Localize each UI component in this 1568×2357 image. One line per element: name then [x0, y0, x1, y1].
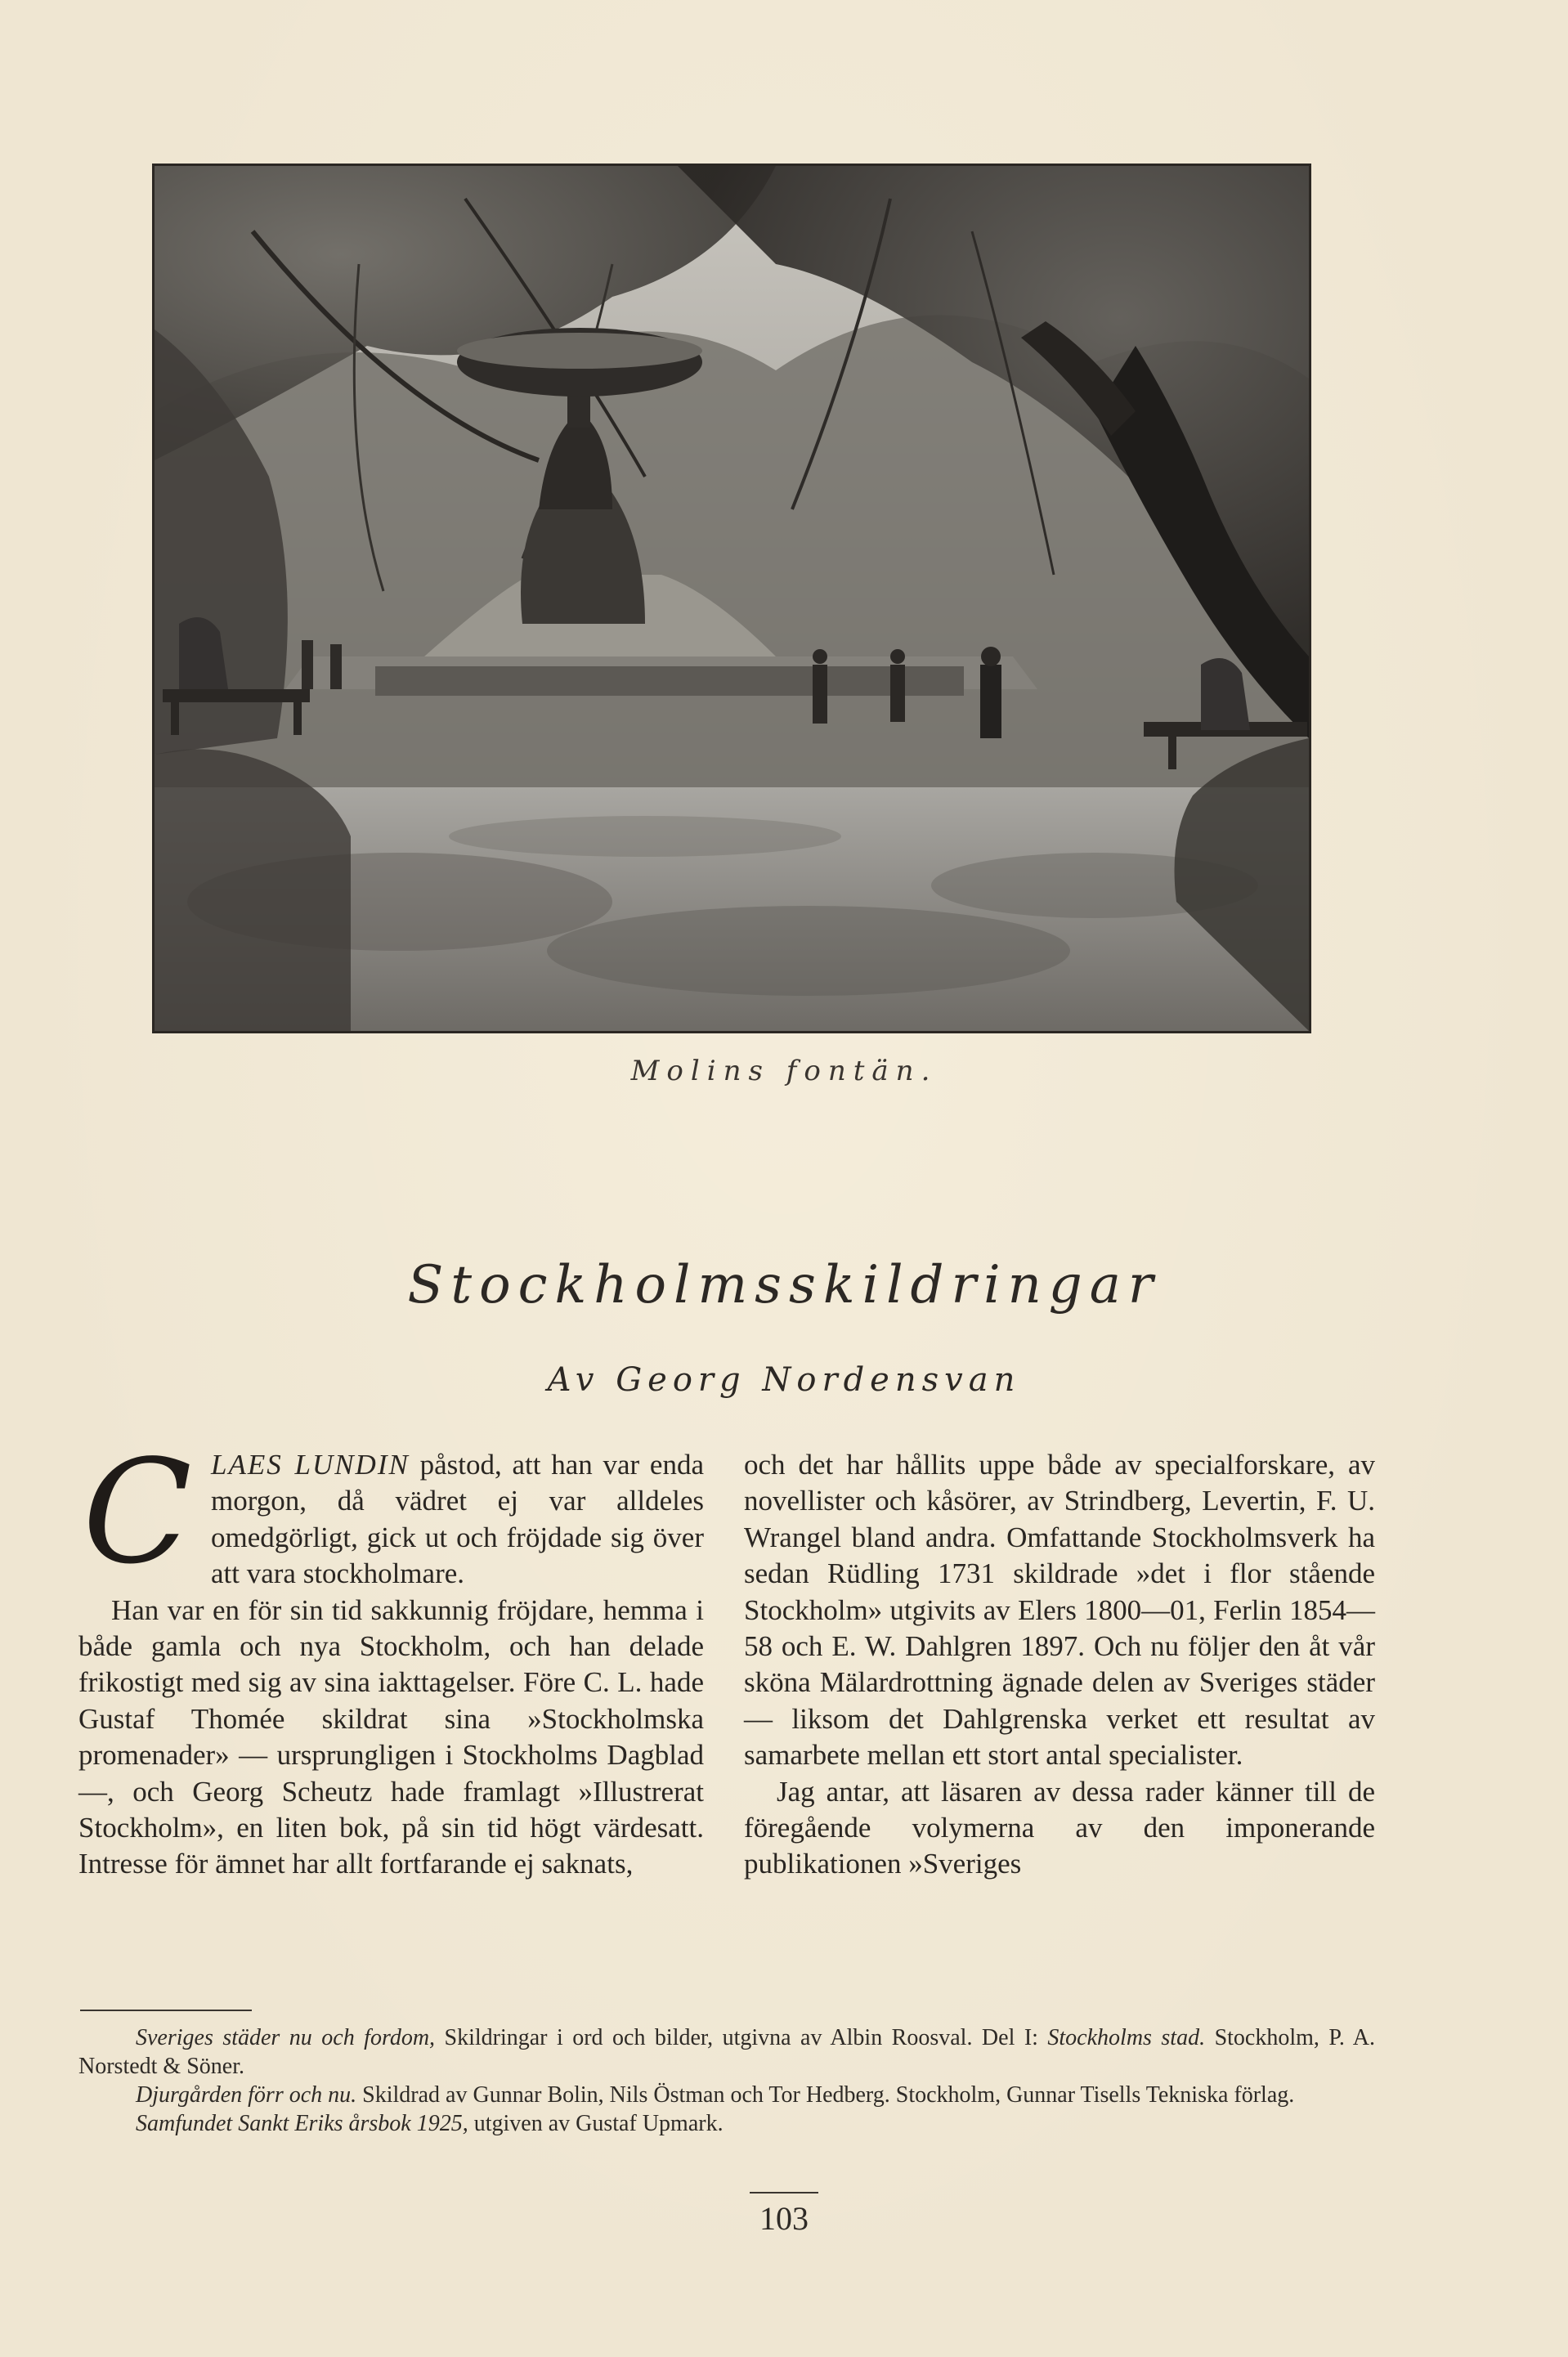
opening-paragraph	[78, 1430, 704, 1596]
opening-text: påstod, att han var enda morgon, då vädret ej var alldeles omedgörligt, gick ut och fröjdade sig över att vara stockholmare.	[211, 1449, 704, 1590]
fountain-photograph	[152, 164, 1311, 1033]
footnote-3	[78, 2109, 1375, 2138]
footnote-3-title: Samfundet Sankt Eriks årsbok 1925,	[136, 2111, 468, 2136]
footnote-1-text: Skildringar i ord och bilder, utgivna av Albin Roosval. Del I:	[435, 2025, 1048, 2050]
page-number	[0, 2199, 1568, 2238]
footnote-2-title: Djurgården förr och nu.	[136, 2082, 357, 2108]
right-column	[744, 1447, 1375, 1883]
footnote-1-volume: Stockholms stad.	[1047, 2025, 1206, 2050]
footnote-3-text: utgiven av Gustaf Upmark.	[468, 2111, 724, 2136]
left-column	[78, 1430, 704, 1883]
footnote-2	[78, 2081, 1375, 2109]
continued-paragraph: och det har hållits uppe både av specialforskare, av novellister och kåsörer, av Strindberg, Levertin, F. U. Wrangel bland andra. Omfattande Stockholmsverk ha sedan Rüdling 1731 skildrade »det i flor stående Stockholm» utgivits av Elers 1800—01, Ferlin 1854—58 och E. W. Dahlgren 1897. Och nu följer den åt vår sköna Mälardrottning ägnade delen av Sveriges städer — liksom det Dahlgrenska verket ett resultat av samarbete mellan ett stort antal specialister.	[744, 1449, 1375, 1772]
second-paragraph: Han var en för sin tid sakkunnig fröjdare, hemma i både gamla och nya Stockholm, och han delade frikostigt med sig av sina iakttagelser. Före C. L. hade Gustaf Thomée skildrat sina »Stockholmska promenader» — ursprungligen i Stockholms Dagblad —, och Georg Scheutz hade framlagt »Illustrerat Stockholm», en liten bok, på sin tid högt värdesatt. Intresse för ämnet har allt fortfarande ej saknats,	[78, 1593, 704, 1880]
footnote-1-title: Sveriges städer nu och fordom,	[136, 2025, 436, 2050]
photo-caption: Molins fontän.	[630, 1055, 938, 1087]
fourth-paragraph: Jag antar, att läsaren av dessa rader känner till de föregående volymerna av den imponerande publikationen »Sveriges	[744, 1775, 1375, 1880]
footnotes	[78, 2023, 1375, 2138]
article-title: Stockholmsskildringar	[407, 1255, 1161, 1315]
footnote-1	[78, 2023, 1375, 2081]
footnote-1-publisher: Stockholm, P. A. Norstedt & Söner.	[78, 2025, 1375, 2079]
page-number-value: 103	[750, 2192, 818, 2237]
fountain-illustration	[155, 166, 1309, 1031]
footnote-2-text: Skildrad av Gunnar Bolin, Nils Östman och Tor Hedberg. Stockholm, Gunnar Tisells Tekniska förlag.	[356, 2082, 1295, 2108]
opening-name: LAES LUNDIN	[211, 1449, 410, 1481]
article-byline: Av Georg Nordensvan	[547, 1361, 1021, 1399]
drop-cap: C	[83, 1430, 192, 1596]
footnote-rule	[80, 2010, 252, 2011]
